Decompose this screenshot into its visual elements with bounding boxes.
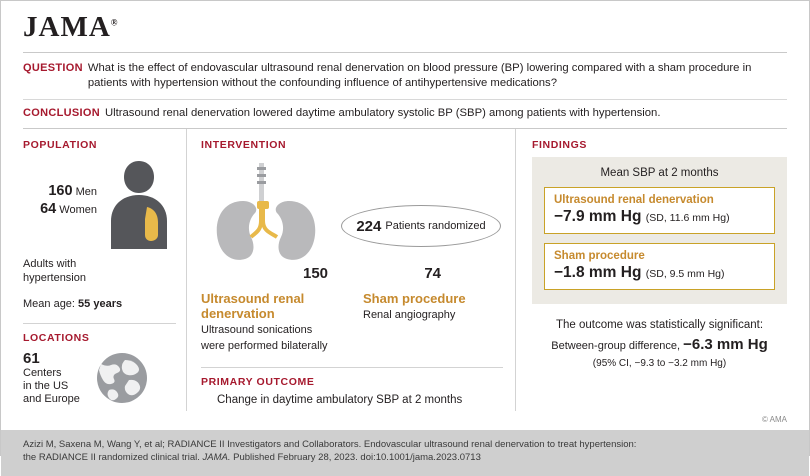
result-1-name: Sham procedure	[554, 250, 645, 262]
population-figure-block	[23, 157, 176, 249]
jama-logo	[23, 11, 118, 44]
significance-block	[532, 318, 787, 371]
registered-mark: ®	[110, 17, 118, 28]
findings-column	[516, 129, 787, 411]
population-column	[23, 129, 186, 411]
locations-line2: in the US	[23, 380, 69, 392]
locations-line1: Centers	[23, 367, 62, 379]
intervention-diagram	[201, 157, 503, 307]
centers-count: 61	[23, 350, 40, 367]
citation-journal: JAMA.	[202, 452, 231, 463]
conclusion-label: CONCLUSION	[23, 107, 100, 119]
primary-outcome-title: PRIMARY OUTCOME	[201, 376, 315, 388]
randomized-count: 224	[356, 217, 382, 235]
conclusion-section	[1, 100, 809, 124]
men-count: 160	[48, 183, 73, 199]
result-card-ultrasound	[544, 187, 775, 234]
question-text: What is the effect of endovascular ultrasound renal denervation on blood pressure (BP) lowering compared with a sham procedure in patients with hypertension without the confounding influence of antihypertensive medications?	[87, 62, 752, 89]
mean-age-row	[23, 297, 176, 311]
locations-divider	[23, 323, 176, 324]
result-card-sham	[544, 243, 775, 290]
locations-body	[23, 350, 176, 406]
jama-logo-text: JAMA	[23, 11, 111, 43]
arm1-name-line2: denervation	[201, 306, 275, 321]
citation-line2-b: Published February 28, 2023. doi:10.1001/jama.2023.0713	[230, 452, 481, 463]
mean-age-value: 55 years	[78, 298, 123, 310]
citation-footer	[1, 430, 809, 476]
women-count-row	[23, 201, 97, 219]
population-title: POPULATION	[23, 139, 98, 151]
women-label: Women	[59, 204, 97, 216]
findings-title: FINDINGS	[532, 139, 587, 151]
men-count-row	[23, 183, 97, 201]
arm-counts	[201, 265, 503, 282]
primary-outcome-divider	[201, 367, 503, 368]
question-row	[23, 61, 787, 94]
intervention-column	[186, 129, 516, 411]
result-1-sd: (SD, 9.5 mm Hg)	[645, 268, 725, 280]
citation-line2	[23, 451, 787, 464]
arm2-count: 74	[424, 265, 441, 282]
globe-icon	[85, 350, 159, 406]
arm2-desc: Renal angiography	[363, 309, 456, 321]
difference-value: −6.3 mm Hg	[683, 336, 768, 353]
women-count: 64	[40, 201, 57, 217]
arm1-desc-line2: were performed bilaterally	[201, 340, 328, 352]
primary-outcome-text: Change in daytime ambulatory SBP at 2 months	[217, 394, 463, 406]
summary-section	[1, 53, 809, 94]
citation-line1: Azizi M, Saxena M, Wang Y, et al; RADIANCE II Investigators and Collaborators. Endovascular ultrasound renal denervation to treat hypertension:	[23, 439, 637, 450]
citation-line2-a: the RADIANCE II randomized clinical trial.	[23, 452, 203, 463]
locations-line3: and Europe	[23, 393, 80, 405]
men-label: Men	[75, 186, 97, 198]
header	[1, 1, 809, 45]
randomized-label: Patients randomized	[385, 220, 486, 232]
significance-text: The outcome was statistically significant:	[555, 319, 764, 331]
question-label: QUESTION	[23, 62, 83, 74]
randomized-badge	[341, 205, 501, 247]
population-desc-line2: hypertension	[23, 272, 86, 284]
locations-counts	[23, 350, 85, 406]
population-description	[23, 257, 176, 311]
mean-age-label: Mean age:	[23, 298, 75, 310]
findings-panel	[532, 157, 787, 304]
difference-label: Between-group difference,	[551, 340, 681, 352]
result-0-name: Ultrasound renal denervation	[554, 194, 714, 206]
population-counts	[23, 157, 103, 219]
conclusion-text: Ultrasound renal denervation lowered daytime ambulatory systolic BP (SBP) among patients with hypertension.	[104, 107, 661, 119]
arm1-count: 150	[303, 265, 329, 282]
arm1-desc-line1: Ultrasound sonications	[201, 324, 313, 336]
confidence-interval: (95% CI, −9.3 to −3.2 mm Hg)	[592, 358, 727, 369]
person-icon	[103, 157, 175, 249]
result-0-value: −7.9 mm Hg	[554, 208, 642, 225]
result-1-value: −1.8 mm Hg	[554, 264, 642, 281]
findings-box-header: Mean SBP at 2 months	[600, 167, 719, 179]
arm2-name: Sham procedure	[363, 291, 466, 306]
main-content	[1, 129, 809, 411]
result-1-value-row	[554, 264, 765, 282]
population-desc-line1: Adults with	[23, 258, 77, 270]
result-0-value-row	[554, 208, 765, 226]
copyright: © AMA	[761, 415, 787, 424]
result-0-sd: (SD, 11.6 mm Hg)	[645, 212, 730, 224]
arm1-name-line1: Ultrasound renal	[201, 291, 305, 306]
kidneys-icon	[203, 161, 323, 281]
locations-title: LOCATIONS	[23, 332, 90, 344]
intervention-title: INTERVENTION	[201, 139, 287, 151]
difference-row	[532, 337, 787, 354]
conclusion-row	[23, 106, 787, 124]
